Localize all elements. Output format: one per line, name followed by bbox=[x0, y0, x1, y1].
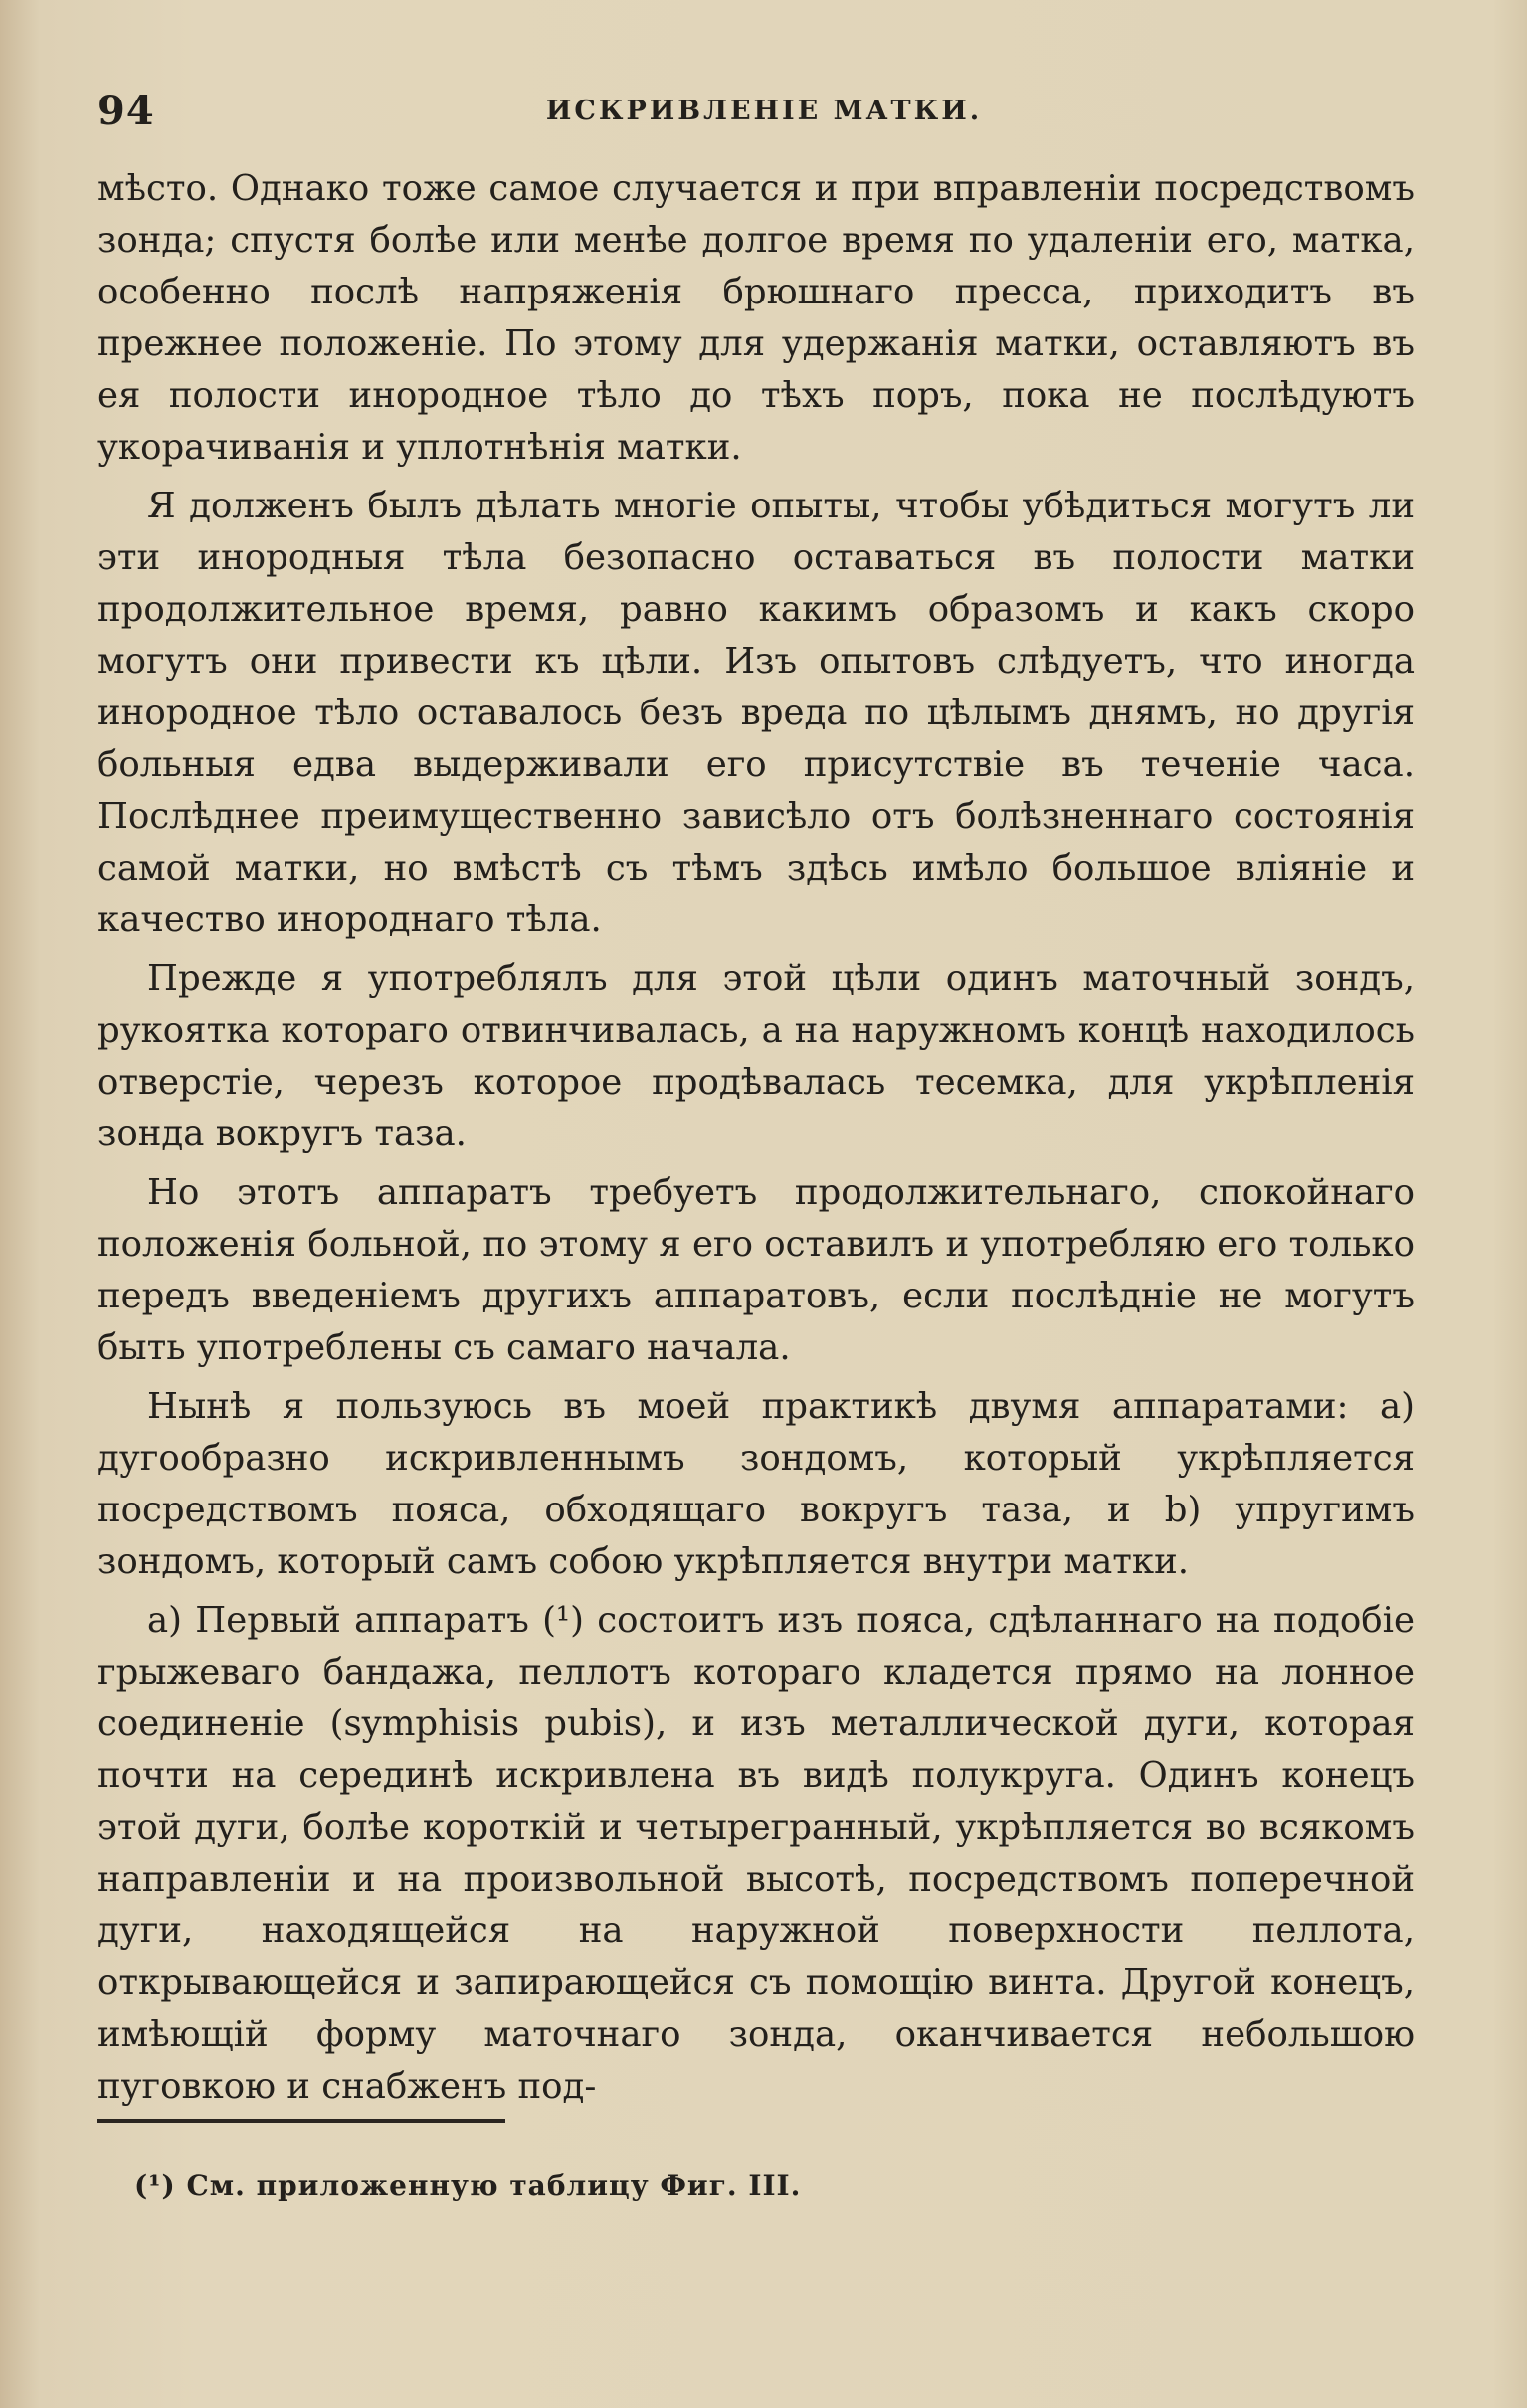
footnote-divider bbox=[97, 2119, 505, 2123]
paragraph: мѣсто. Однако тоже самое случается и при вправленіи посредствомъ зонда; спустя болѣе или менѣе долгое время по удаленіи его, матка, особенно послѣ напряженія брюшнаго пресса, приходитъ въ прежнее положеніе. По этому для удержанія матки, оставляютъ въ ея полости инородное тѣло до тѣхъ поръ, пока не послѣдуютъ укорачиванія и уплотнѣнія матки. bbox=[97, 168, 1415, 468]
body-text bbox=[97, 163, 1415, 2112]
running-title: ИСКРИВЛЕНІЕ МАТКИ. bbox=[545, 96, 983, 126]
paragraph: Я долженъ былъ дѣлать многіе опыты, чтобы убѣдиться могутъ ли эти инородныя тѣла безопасно оставаться въ полости матки продолжительное время, равно какимъ образомъ и какъ скоро могутъ они привести къ цѣли. Изъ опытовъ слѣдуетъ, что иногда инородное тѣло оставалось безъ вреда по цѣлымъ днямъ, но другія больныя едва выдерживали его присутствіе въ теченіе часа. Послѣднее преимущественно зависѣло отъ болѣзненнаго состоянія самой матки, но вмѣстѣ съ тѣмъ здѣсь имѣло большое вліяніе и качество инороднаго тѣла. bbox=[97, 486, 1415, 940]
page-header bbox=[97, 88, 1431, 137]
paragraph: Нынѣ я пользуюсь въ моей практикѣ двумя аппаратами: a) дугообразно искривленнымъ зондомъ, который укрѣпляется посредствомъ пояса, обходящаго вокругъ таза, и b) упругимъ зондомъ, который самъ собою укрѣпляется внутри матки. bbox=[97, 1386, 1415, 1582]
page-number: 94 bbox=[97, 88, 155, 134]
paragraph: a) Первый аппаратъ (¹) состоитъ изъ пояса, сдѣланнаго на подобіе грыжеваго бандажа, пеллотъ котораго кладется прямо на лонное соединеніе (symphisis pubis), и изъ металлической дуги, которая почти на серединѣ искривлена въ видѣ полукруга. Одинъ конецъ этой дуги, болѣе короткій и четырегранный, укрѣпляется во всякомъ направленіи и на произвольной высотѣ, посредствомъ поперечной дуги, находящейся на наружной поверхности пеллота, открывающейся и запирающейся съ помощію винта. Другой конецъ, имѣющій форму маточнаго зонда, оканчивается небольшою пуговкою и снабженъ под- bbox=[97, 1600, 1415, 2107]
footnote: (¹) См. приложенную таблицу Фиг. III. bbox=[134, 2169, 802, 2202]
paragraph: Прежде я употреблялъ для этой цѣли одинъ маточный зондъ, рукоятка котораго отвинчивалась, а на наружномъ концѣ находилось отверстіе, черезъ которое продѣвалась тесемка, для укрѣпленія зонда вокругъ таза. bbox=[97, 958, 1415, 1154]
paragraph: Но этотъ аппаратъ требуетъ продолжительнаго, спокойнаго положенія больной, по этому я его оставилъ и употребляю его только передъ введеніемъ другихъ аппаратовъ, если послѣдніе не могутъ быть употреблены съ самаго начала. bbox=[97, 1172, 1415, 1368]
